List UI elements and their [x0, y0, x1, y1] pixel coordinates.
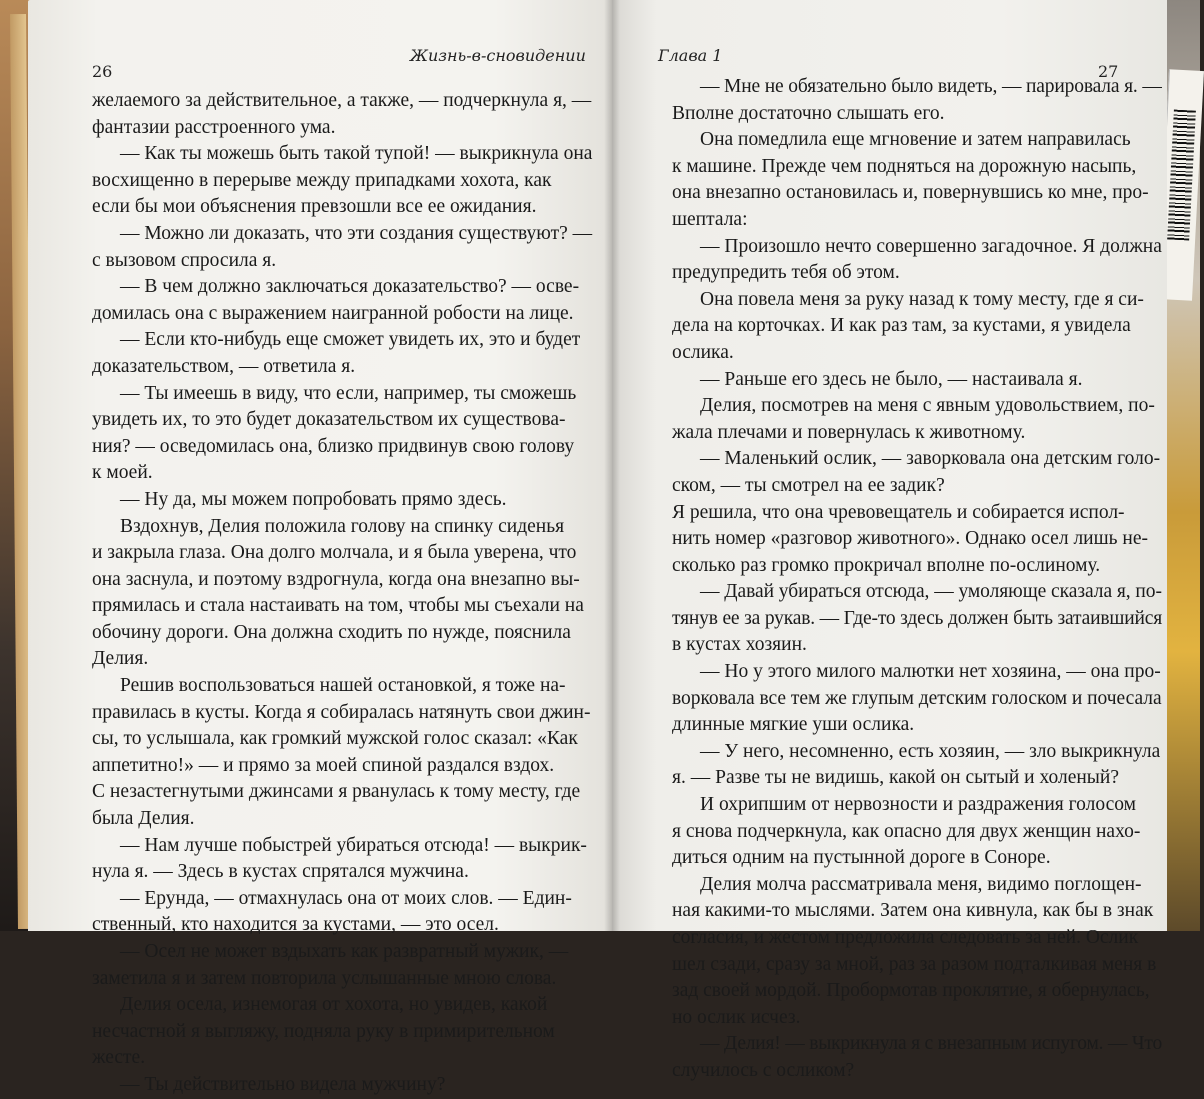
text-line: дела на корточках. И как раз там, за кустами, я увидела: [672, 315, 1131, 337]
text-line: ском, — ты смотрел на ее задик?: [672, 474, 945, 496]
text-line: Вполне достаточно слышать его.: [672, 102, 945, 124]
text-line: я. — Разве ты не видишь, какой он сытый и холеный?: [672, 767, 1119, 789]
text-line: но ослик исчез.: [672, 1006, 801, 1028]
text-line: согласия, и жестом предложила следовать за ней. Ослик: [672, 927, 1139, 948]
text-line: если бы мои объяснения превзошли все ее ожидания.: [92, 196, 537, 218]
text-line: Делия.: [92, 648, 149, 670]
text-line: ная какими-то мыслями. Затем она кивнула, как бы в знак: [672, 900, 1154, 922]
text-line: она заснула, и поэтому вздрогнула, когда она внезапно вы-: [92, 568, 580, 590]
text-line: желаемого за действительное, а также, — подчеркнула я, —: [92, 90, 592, 111]
text-line: — Как ты можешь быть такой тупой! — выкрикнула она: [120, 143, 593, 165]
text-line: предупредить тебя об этом.: [672, 262, 900, 284]
text-line: нула я. — Здесь в кустах спрятался мужчина.: [92, 861, 469, 883]
text-line: шел сзади, сразу за мной, раз за разом подталкивая меня в: [672, 953, 1157, 975]
text-line: была Делия.: [92, 808, 195, 830]
text-line: шептала:: [672, 208, 748, 230]
text-line: — Маленький ослик, — заворковала она детским голо-: [700, 448, 1161, 470]
text-line: к машине. Прежде чем подняться на дорожную насыпь,: [672, 155, 1137, 177]
text-line: жесте.: [92, 1047, 146, 1069]
text-line: обочину дороги. Она должна сходить по нужде, пояснила: [92, 621, 571, 643]
text-line: тянув ее за рукав. — Где-то здесь должен быть затаившийся: [672, 607, 1162, 629]
text-line: — У него, несомненно, есть хозяин, — зло выкрикнула: [700, 740, 1161, 762]
text-line: сколько раз громко прокричал вполне по-ослиному.: [672, 554, 1101, 576]
left-page-text: [92, 88, 604, 1099]
text-line: Она помедлила еще мгновение и затем направилась: [700, 129, 1131, 151]
text-line: — Мне не обязательно было видеть, — парировала я. —: [700, 76, 1162, 97]
text-line: и закрыла глаза. Она долго молчала, и я была уверена, что: [92, 542, 577, 564]
text-line: заметила я и затем повторила услышанные мною слова.: [92, 967, 557, 989]
text-line: к моей.: [92, 462, 153, 484]
text-line: в кустах хозяин.: [672, 634, 807, 656]
text-line: — Произошло нечто совершенно загадочное. Я должна: [700, 235, 1162, 257]
right-running-head: Глава 1: [658, 46, 723, 65]
text-line: — Делия! — выкрикнула я с внезапным испугом. — Что: [700, 1033, 1162, 1055]
text-line: ослика.: [672, 341, 734, 363]
book-gutter: [604, 0, 620, 931]
text-line: — Ты действительно видела мужчину?: [120, 1073, 446, 1095]
text-line: домилась она с выражением наигранной робости на лице.: [92, 302, 574, 324]
text-line: доказательством, — ответила я.: [92, 355, 356, 377]
text-line: прямилась и стала настаивать на том, чтобы мы съехали на: [92, 595, 584, 617]
text-line: — Но у этого милого малютки нет хозяина, — она про-: [700, 661, 1161, 683]
text-line: Делия, посмотрев на меня с явным удовольствием, по-: [700, 395, 1155, 417]
text-line: — Если кто-нибудь еще сможет увидеть их, это и будет: [120, 329, 581, 351]
text-line: фантазии расстроенного ума.: [92, 116, 336, 138]
text-line: Делия осела, изнемогая от хохота, но увидев, какой: [120, 994, 548, 1016]
text-line: восхищенно в перерыве между припадками хохота, как: [92, 169, 552, 191]
text-line: правилась в кусты. Когда я собиралась натянуть свои джин-: [92, 701, 591, 723]
text-line: я снова подчеркнула, как опасно для двух женщин нахо-: [672, 820, 1141, 842]
text-line: диться одним на пустынной дороге в Соноре.: [672, 847, 1051, 869]
text-line: ворковала все тем же глупым детским голоском и почесала: [672, 687, 1162, 709]
text-line: зад своей мордой. Пробормотав проклятие, я обернулась,: [672, 980, 1150, 1002]
text-line: — Ерунда, — отмахнулась она от моих слов. — Един-: [120, 887, 572, 909]
text-line: длинные мягкие уши ослика.: [672, 714, 915, 736]
text-line: увидеть их, то это будет доказательством их существова-: [92, 409, 566, 431]
right-page-number: 27: [1098, 62, 1119, 81]
text-line: Делия молча рассматривала меня, видимо поглощен-: [700, 873, 1142, 895]
text-line: — Нам лучше побыстрей убираться отсюда! — выкрик-: [120, 834, 587, 856]
left-page: [28, 0, 612, 1095]
text-line: С незастегнутыми джинсами я рванулась к тому месту, где: [92, 781, 581, 803]
text-line: несчастной я выгляжу, подняла руку в примирительном: [92, 1020, 555, 1042]
text-line: аппетитно!» — и прямо за моей спиной раздался вздох.: [92, 754, 555, 776]
text-line: Вздохнув, Делия положила голову на спинку сиденья: [120, 515, 565, 537]
text-line: — Давай убираться отсюда, — умоляюще сказала я, по-: [700, 581, 1162, 603]
text-line: нить номер «разговор животного». Однако осел лишь не-: [672, 528, 1148, 550]
text-line: — Можно ли доказать, что эти создания существуют? —: [120, 222, 593, 244]
text-line: Я решила, что она чревовещатель и собирается испол-: [672, 501, 1125, 523]
right-page: [612, 0, 1167, 1081]
text-line: Решив воспользоваться нашей остановкой, я тоже на-: [120, 675, 566, 697]
text-line: жала плечами и повернулась к животному.: [672, 421, 1026, 443]
text-line: с вызовом спросила я.: [92, 249, 277, 271]
text-line: случилось с осликом?: [672, 1059, 855, 1081]
text-line: Она повела меня за руку назад к тому месту, где я си-: [700, 288, 1144, 310]
text-line: — Ты имеешь в виду, что если, например, ты сможешь: [120, 382, 577, 404]
right-page-text: [672, 74, 1162, 1085]
text-line: ния? — осведомилась она, близко придвинув свою голову: [92, 435, 575, 457]
text-line: сы, то услышала, как громкий мужской голос сказал: «Как: [92, 728, 578, 750]
text-line: ственный, кто находится за кустами, — это осел.: [92, 914, 499, 936]
text-line: — Осел не может вздыхать как развратный мужик, —: [120, 941, 569, 962]
text-line: И охрипшим от нервозности и раздражения голосом: [700, 794, 1136, 816]
barcode-icon: [1167, 110, 1196, 241]
text-line: — Раньше его здесь не было, — настаивала я.: [700, 368, 1083, 390]
left-page-number: 26: [92, 62, 113, 81]
text-line: — Ну да, мы можем попробовать прямо здесь.: [120, 488, 507, 510]
text-line: — В чем должно заключаться доказательство? — осве-: [120, 276, 580, 298]
left-running-head: Жизнь-в-сновидении: [410, 46, 586, 65]
text-line: она внезапно остановилась и, повернувшись ко мне, про-: [672, 182, 1149, 204]
